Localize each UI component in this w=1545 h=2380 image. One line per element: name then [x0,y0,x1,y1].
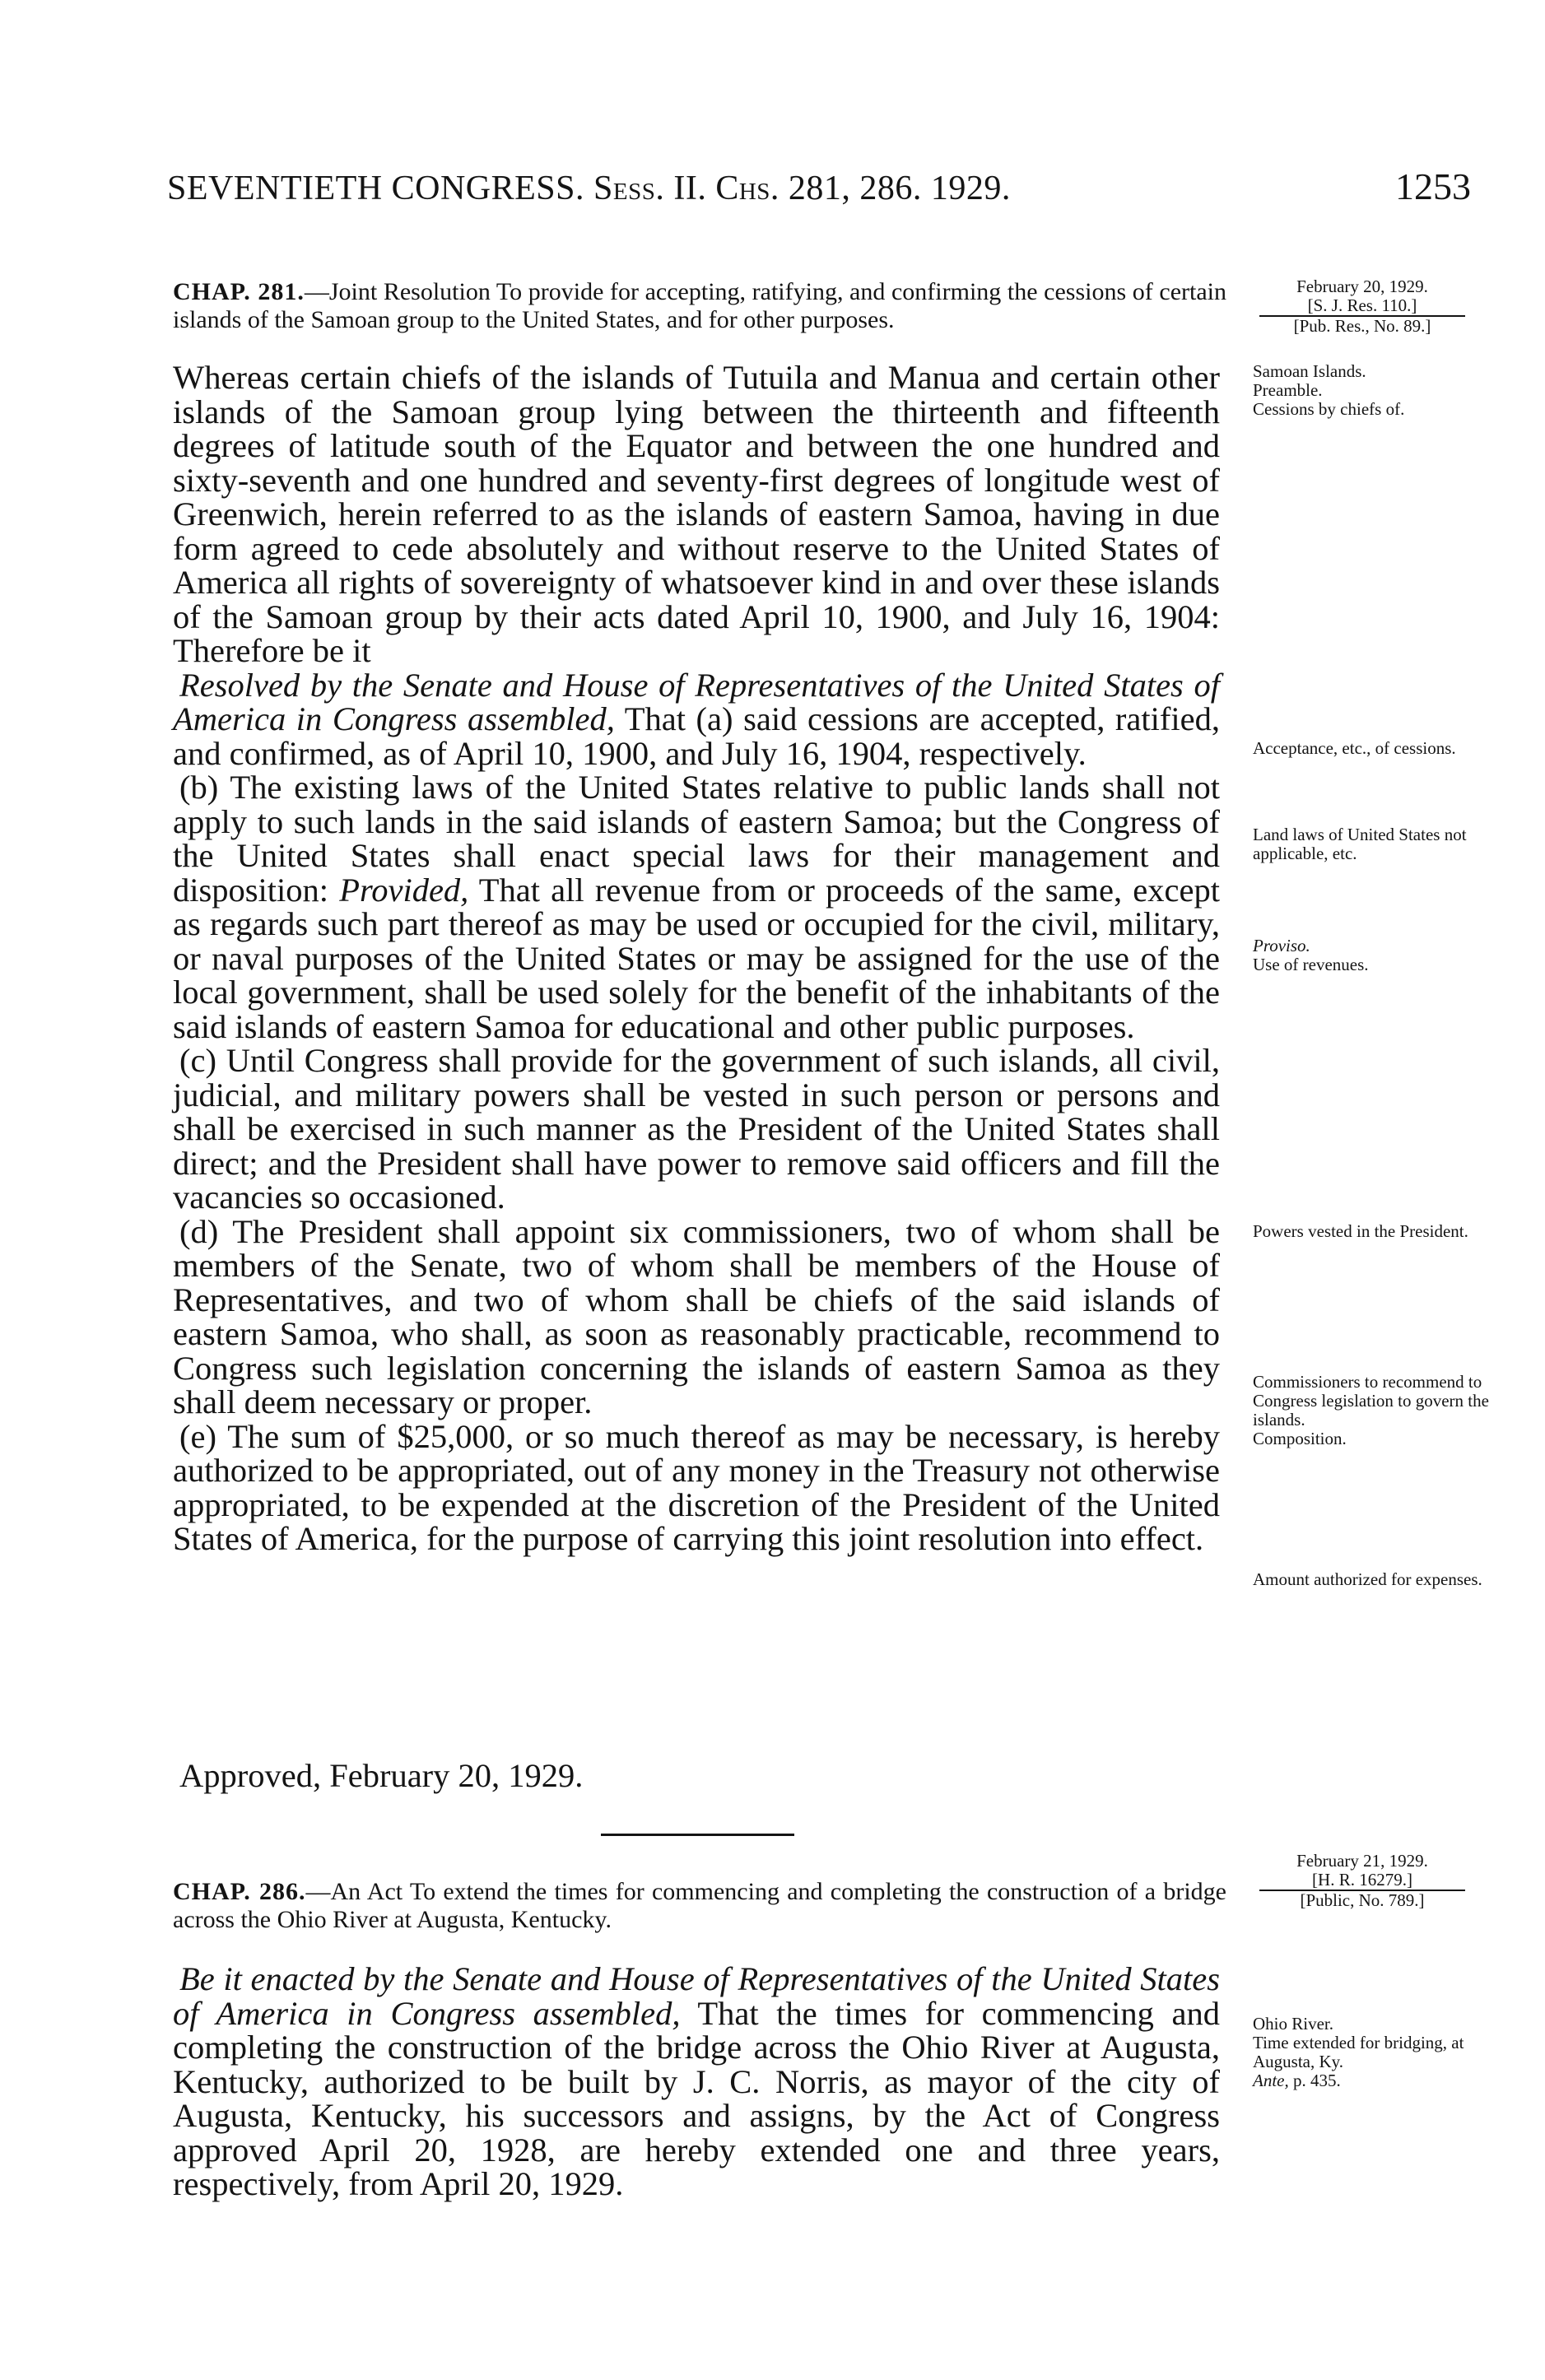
paragraph-d: (d) The President shall appoint six commissioners, two of whom shall be members of the Senate, two of whom shall be members of the House of Representatives, and two of whom shall be chiefs of the said islands of eastern Samoa, who shall, as soon as reasonably practicable, recommend to Congress such legislation concerning the islands of eastern Samoa as they shall deem necessary or proper. [173,1212,1220,1420]
note-ante-page: p. 435. [1288,2071,1341,2090]
provided-word: Provided, [339,871,469,909]
note-composition: Composition. [1253,1429,1347,1448]
enacted-text: That the times for commencing and completing the construction of the bridge across the Ohio River at Augusta, Kentucky, authorized to be built by J. C. Norris, as mayor of the city of Augusta, Kentucky, his successors and assigns, by the Act of Congress approved April 20, 1928, are hereby extended one and three years, respectively, from April 20, 1929. [173,1994,1220,2202]
note-ohio-river: Ohio River. [1253,2014,1333,2034]
approved-line: Approved, February 20, 1929. [179,1757,584,1794]
chap-286-heading [173,1878,1226,1934]
note-proviso-text: Proviso. [1253,936,1310,955]
chap-286-title: —An Act To extend the times for commencing and completing the construction of a bridge across the Ohio River at Augusta, Kentucky. [173,1878,1226,1933]
chap-281-pub: [Pub. Res., No. 89.] [1259,315,1465,336]
enacted-clause: Be it enacted by the Senate and House of Representatives of the United States of America in Congress assembled, [173,1960,1220,2032]
note-proviso [1253,937,1500,955]
note-ante-word: Ante, [1253,2071,1289,2090]
note-amount: Amount authorized for expenses. [1253,1569,1482,1589]
year-label: 1929. [930,170,1011,207]
note-samoan: Samoan Islands. [1253,361,1366,381]
resolved-clause: Resolved by the Senate and House of Representatives of the United States of America in Congress assembled, [173,666,1220,737]
note-ante [1253,2071,1500,2090]
chap-286-pub: [Public, No. 789.] [1259,1890,1465,1910]
paragraph-e: (e) The sum of $25,000, or so much thereof as may be necessary, is hereby authorized to be appropriated, out of any money in the Treasury not otherwise appropriated, to be expended at the discretion of the President of the United States of America, for the purpose of carrying this joint resolution into effect. [173,1417,1220,1557]
note-commissioners: Commissioners to recommend to Congress legislation to govern the islands. [1253,1372,1489,1429]
note-samoan-islands [1253,362,1500,419]
resolved-paragraph [173,668,1220,771]
chap-281-sidebar [1259,277,1465,336]
note-preamble: Preamble. [1253,380,1323,400]
paragraph-c: (c) Until Congress shall provide for the government of such islands, all civil, judicial, and military powers shall be vested in such person or persons and shall be exercised in such manner as the President of the United States shall direct; and the President shall have power to remove said officers and fill the vacancies so occasioned. [173,1042,1220,1216]
chap-281-title: —Joint Resolution To provide for accepting, ratifying, and confirming the cessions of certain islands of the Samoan group to the United States, and for other purposes. [173,278,1226,333]
note-cessions-chiefs: Cessions by chiefs of. [1253,399,1405,419]
note-proviso-block [1253,937,1500,974]
page-number: 1253 [1395,165,1471,207]
note-time-extended: Time extended for bridging, at Augusta, Ky. [1253,2033,1464,2071]
note-powers: Powers vested in the President. [1253,1221,1468,1241]
chap-286-bill: [H. R. 16279.] [1312,1870,1412,1890]
running-head [167,169,1011,208]
chap-281-label: CHAP. 281. [173,278,305,305]
chap-286-body [173,1962,1220,2201]
enacted-paragraph [173,1962,1220,2201]
note-acceptance: Acceptance, etc., of cessions. [1253,738,1456,758]
section-divider [601,1834,794,1836]
chapters-label: Chs. 281, 286. [715,170,922,207]
note-commissioners-block [1253,1373,1500,1448]
paragraph-b-start: (b) The existing laws of the United States relative to public lands shall not apply to such lands in the said islands of eastern Samoa; but the Congress of the United States shall enact special laws for their management and disposition: [173,769,1220,909]
chap-286-sidebar [1259,1852,1465,1910]
note-ohio-block [1253,2015,1500,2090]
chap-281-date: February 20, 1929. [1296,277,1428,296]
chap-281-body [173,360,1220,1556]
paragraph-b-end: That all revenue from or proceeds of the same, except as regards such part thereof as may be used or occupied for the civil, military, or naval purposes of the United States or may be assigned for the use of the local government, shall be used solely for the benefit of the inhabitants of the said islands of eastern Samoa for educational and other public purposes. [173,871,1220,1045]
congress-title: SEVENTIETH CONGRESS. [167,170,585,207]
chap-281-bill: [S. J. Res. 110.] [1307,295,1417,315]
note-use-revenues: Use of revenues. [1253,955,1369,974]
resolved-text: That (a) said cessions are accepted, ratified, and confirmed, as of April 10, 1900, and July 16, 1904, respectively. [173,700,1220,772]
note-land-laws: Land laws of United States not applicable, etc. [1253,825,1467,863]
whereas-paragraph: Whereas certain chiefs of the islands of Tutuila and Manua and certain other islands of the Samoan group lying between the thirteenth and fifteenth degrees of latitude south of the Equator and between the one hundred and sixty-seventh and one hundred and seventy-first degrees of longitude west of Greenwich, herein referred to as the islands of eastern Samoa, having in due form agreed to cede absolutely and without reserve to the United States of America all rights of sovereignty of whatsoever kind in and over these islands of the Samoan group by their acts dated April 10, 1900, and July 16, 1904: Therefore be it [173,359,1220,669]
chap-286-label: CHAP. 286. [173,1878,306,1905]
session-label: Sess. II. [593,170,707,207]
paragraph-b [173,770,1220,1044]
chap-281-heading [173,278,1226,334]
chap-286-date: February 21, 1929. [1296,1851,1428,1871]
